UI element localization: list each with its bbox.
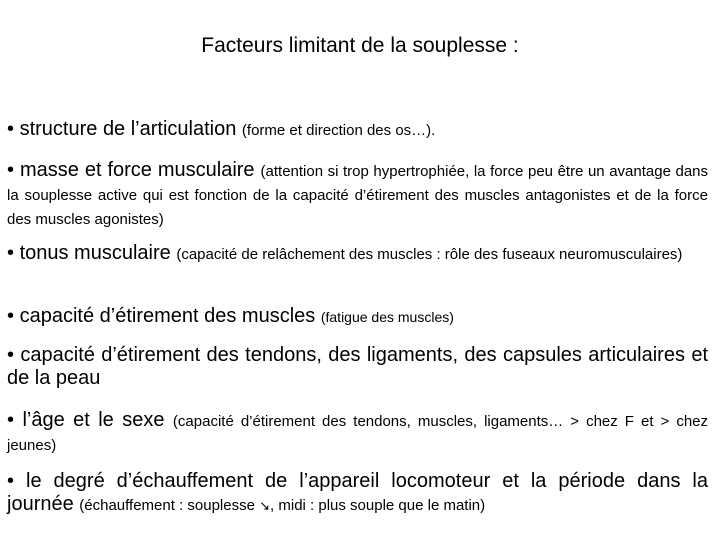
item-main-text: tonus musculaire xyxy=(19,242,171,264)
list-item xyxy=(7,344,708,390)
item-main-text: masse et force musculaire xyxy=(19,159,255,181)
item-detail-part: (échauffement : souplesse xyxy=(79,497,255,514)
item-detail-text: (forme et direction des os…). xyxy=(241,122,436,139)
list-item xyxy=(7,159,708,231)
slide-title: Facteurs limitant de la souplesse : xyxy=(201,34,519,57)
item-detail-text: (capacité d’étirement des tendons, muscles, ligaments… > chez F et > chez jeunes) xyxy=(7,413,709,454)
bullet-marker: • xyxy=(7,305,15,327)
list-item xyxy=(7,118,708,142)
list-item xyxy=(7,305,708,329)
item-main-text: structure de l’articulation xyxy=(19,118,237,140)
item-main-text: le degré d’échauffement de l’appareil locomoteur et la période dans la journée xyxy=(7,470,709,515)
list-item xyxy=(7,409,708,457)
item-main-text: l’âge et le sexe xyxy=(22,409,165,431)
item-detail-text xyxy=(79,497,485,514)
bullet-marker: • xyxy=(7,159,15,181)
bullet-marker: • xyxy=(7,118,15,140)
item-detail-text: (attention si trop hypertrophiée, la force peu être un avantage dans la souplesse active qui est fonction de la capacité d’étirement des muscles antagonistes et de la force des muscles agonistes) xyxy=(7,163,709,228)
arrow-down-right-icon: ↘ xyxy=(259,499,271,514)
bullet-marker: • xyxy=(7,242,15,264)
item-detail-part: , midi : plus souple que le matin) xyxy=(270,497,486,514)
bullet-marker: • xyxy=(7,344,15,366)
list-item xyxy=(7,470,708,518)
bullet-marker: • xyxy=(7,409,15,431)
bullet-marker: • xyxy=(7,470,15,492)
list-item xyxy=(7,242,708,266)
item-main-text: capacité d’étirement des muscles xyxy=(19,305,316,327)
item-main-text: capacité d’étirement des tendons, des ligaments, des capsules articulaires et de la peau xyxy=(7,344,709,389)
item-detail-text: (capacité de relâchement des muscles : rôle des fuseaux neuromusculaires) xyxy=(176,246,683,263)
item-detail-text: (fatigue des muscles) xyxy=(320,309,454,325)
